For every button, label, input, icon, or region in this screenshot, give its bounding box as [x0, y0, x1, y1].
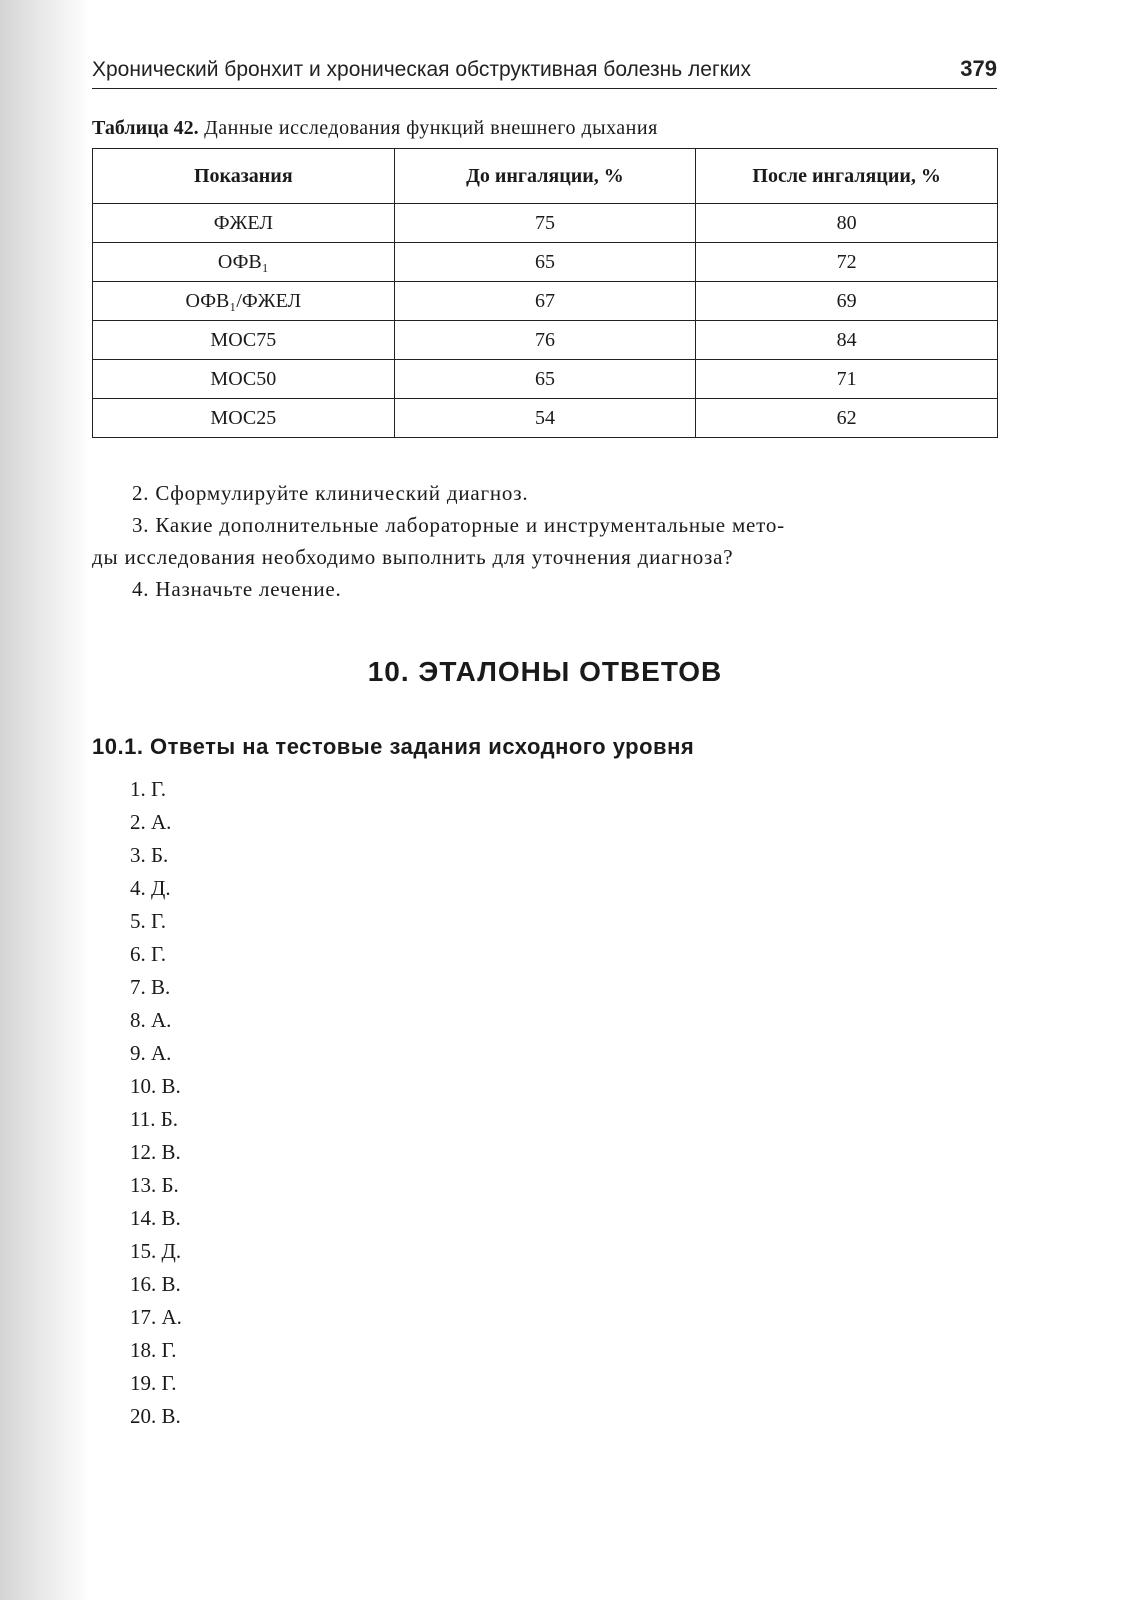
answer-item: 15. Д.: [130, 1239, 182, 1263]
question-4: 4. Назначьте лечение.: [132, 577, 342, 601]
table-caption-text: Данные исследования функций внешнего дыхания: [198, 117, 658, 139]
answer-item: 2. А.: [130, 810, 172, 834]
page-number: 379: [960, 56, 997, 81]
table-row: [93, 321, 998, 360]
running-title: Хронический бронхит и хроническая обструктивная болезнь легких: [92, 58, 752, 81]
question-3-line-2: ды исследования необходимо выполнить для уточнения диагноза?: [92, 545, 734, 569]
answer-item: 7. В.: [130, 975, 171, 999]
answer-item: 18. Г.: [130, 1338, 177, 1362]
after-cell: 62: [696, 399, 998, 438]
running-header: [92, 54, 997, 89]
table-caption: [92, 117, 658, 140]
indicator-cell: ОФВ₁: [93, 243, 395, 282]
answer-item: 13. Б.: [130, 1173, 179, 1197]
table-header-row: [93, 149, 998, 204]
before-cell: 67: [394, 282, 696, 321]
column-header: Показания: [93, 149, 395, 204]
table-row: [93, 282, 998, 321]
section-title: 10. ЭТАЛОНЫ ОТВЕТОВ: [367, 656, 723, 687]
answer-item: 10. В.: [130, 1074, 181, 1098]
answer-item: 1. Г.: [130, 777, 167, 801]
answer-item: 16. В.: [130, 1272, 181, 1296]
after-cell: 72: [696, 243, 998, 282]
answer-item: 19. Г.: [130, 1371, 177, 1395]
before-cell: 65: [394, 243, 696, 282]
indicator-cell: МОС50: [93, 360, 395, 399]
after-cell: 80: [696, 204, 998, 243]
answer-item: 17. А.: [130, 1305, 182, 1329]
answer-item: 5. Г.: [130, 909, 167, 933]
answer-item: 6. Г.: [130, 942, 167, 966]
answer-item: 12. В.: [130, 1140, 181, 1164]
scan-gutter-shadow: [0, 0, 90, 1600]
question-3-line-1: 3. Какие дополнительные лабораторные и инструментальные мето-: [132, 513, 785, 537]
column-header: До ингаляции, %: [394, 149, 696, 204]
answer-item: 3. Б.: [130, 843, 169, 867]
before-cell: 65: [394, 360, 696, 399]
indicator-cell: ФЖЕЛ: [93, 204, 395, 243]
before-cell: 54: [394, 399, 696, 438]
table-caption-label: Таблица 42.: [92, 117, 199, 139]
indicator-cell: МОС75: [93, 321, 395, 360]
answer-item: 20. В.: [130, 1404, 181, 1428]
answer-item: 4. Д.: [130, 876, 171, 900]
table-row: [93, 204, 998, 243]
indicator-cell: МОС25: [93, 399, 395, 438]
table-row: [93, 399, 998, 438]
table-row: [93, 243, 998, 282]
spirometry-table: [92, 148, 998, 438]
answer-list: [130, 773, 182, 1433]
after-cell: 69: [696, 282, 998, 321]
indicator-cell: ОФВ₁/ФЖЕЛ: [93, 282, 395, 321]
after-cell: 71: [696, 360, 998, 399]
answer-item: 11. Б.: [130, 1107, 179, 1131]
table-row: [93, 360, 998, 399]
subsection-title: 10.1. Ответы на тестовые задания исходного уровня: [92, 734, 695, 759]
answer-item: 8. А.: [130, 1008, 172, 1032]
before-cell: 75: [394, 204, 696, 243]
answer-item: 14. В.: [130, 1206, 181, 1230]
answer-item: 9. А.: [130, 1041, 172, 1065]
column-header: После ингаляции, %: [696, 149, 998, 204]
before-cell: 76: [394, 321, 696, 360]
after-cell: 84: [696, 321, 998, 360]
question-2: 2. Сформулируйте клинический диагноз.: [132, 481, 529, 505]
